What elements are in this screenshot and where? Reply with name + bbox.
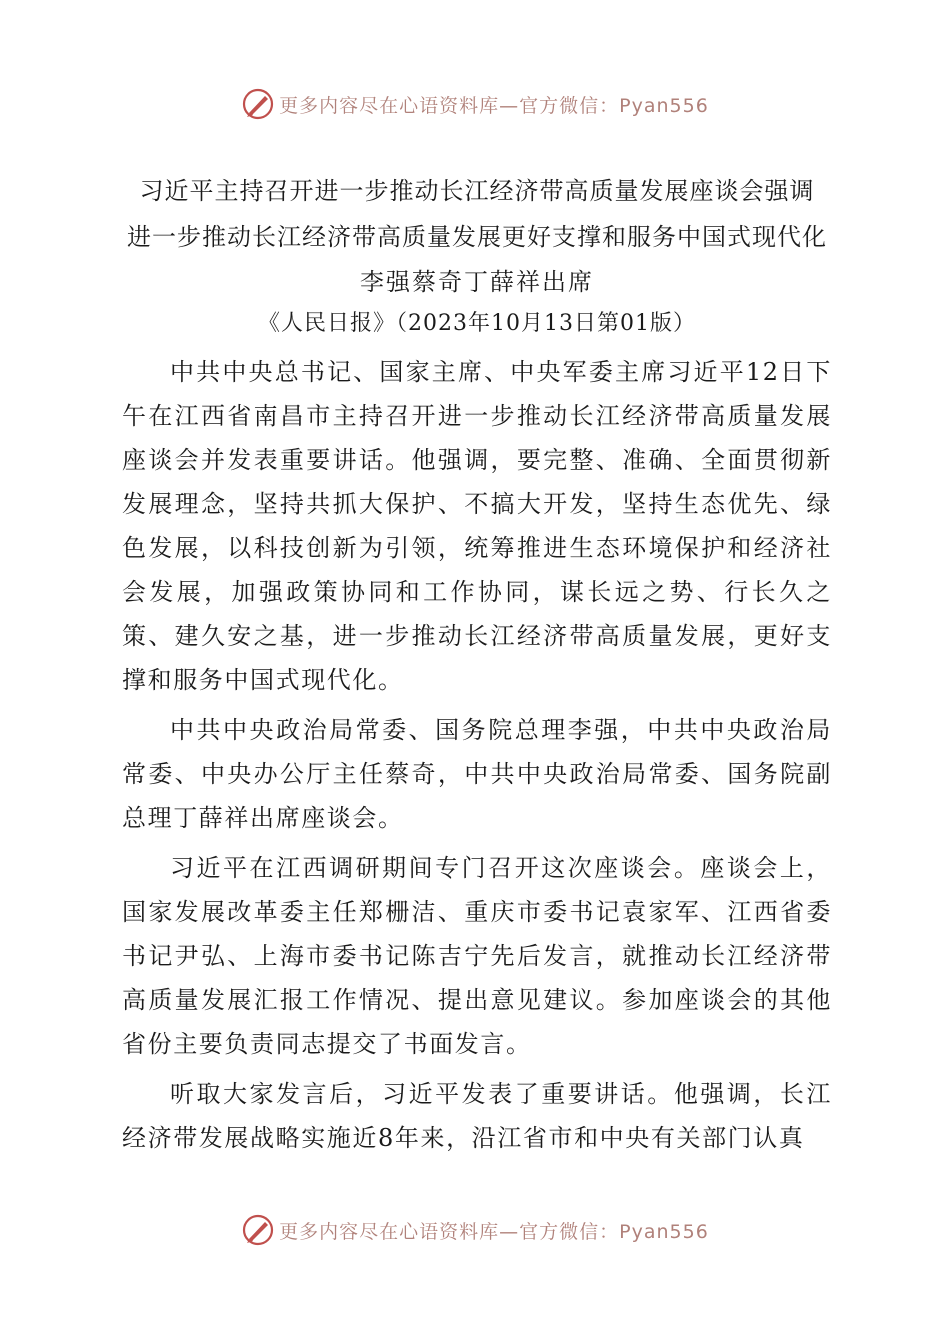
paragraph-1: 中共中央总书记、国家主席、中央军委主席习近平12日下午在江西省南昌市主持召开进一步推动长江经济带高质量发展座谈会并发表重要讲话。他强调，要完整、准确、全面贯彻新发展理念，坚持共抓大保护、不搞大开发，坚持生态优先、绿色发展，以科技创新为引领，统筹推进生态环境保护和经济社会发展，加强政策协同和工作协同，谋长远之势、行长久之策、建久安之基，进一步推动长江经济带高质量发展，更好支撑和服务中国式现代化。 bbox=[122, 358, 832, 694]
article bbox=[122, 168, 832, 1160]
pen-logo-icon bbox=[241, 1213, 275, 1247]
article-title bbox=[122, 168, 832, 260]
pen-logo-icon bbox=[241, 87, 275, 121]
header-banner bbox=[0, 84, 950, 124]
paragraph-3: 习近平在江西调研期间专门召开这次座谈会。座谈会上，国家发展改革委主任郑栅洁、重庆市委书记袁家军、江西省委书记尹弘、上海市委书记陈吉宁先后发言，就推动长江经济带高质量发展汇报工作情况、提出意见建议。参加座谈会的其他省份主要负责同志提交了书面发言。 bbox=[122, 854, 832, 1058]
footer-banner bbox=[0, 1210, 950, 1250]
article-source: 《人民日报》（2023年10月13日第01版） bbox=[258, 311, 696, 336]
banner-text: 更多内容尽在心语资料库—官方微信：Pyan556 bbox=[279, 94, 709, 117]
paragraph-2: 中共中央政治局常委、国务院总理李强，中共中央政治局常委、中央办公厅主任蔡奇，中共中央政治局常委、国务院副总理丁薛祥出席座谈会。 bbox=[122, 716, 832, 832]
title-line-1: 习近平主持召开进一步推动长江经济带高质量发展座谈会强调 bbox=[139, 177, 815, 205]
paragraph-4: 听取大家发言后，习近平发表了重要讲话。他强调，长江经济带发展战略实施近8年来，沿江省市和中央有关部门认真 bbox=[122, 1080, 832, 1152]
banner-text: 更多内容尽在心语资料库—官方微信：Pyan556 bbox=[279, 1220, 709, 1243]
article-subtitle: 李强蔡奇丁薛祥出席 bbox=[360, 268, 594, 296]
title-line-2: 进一步推动长江经济带高质量发展更好支撑和服务中国式现代化 bbox=[127, 223, 827, 251]
